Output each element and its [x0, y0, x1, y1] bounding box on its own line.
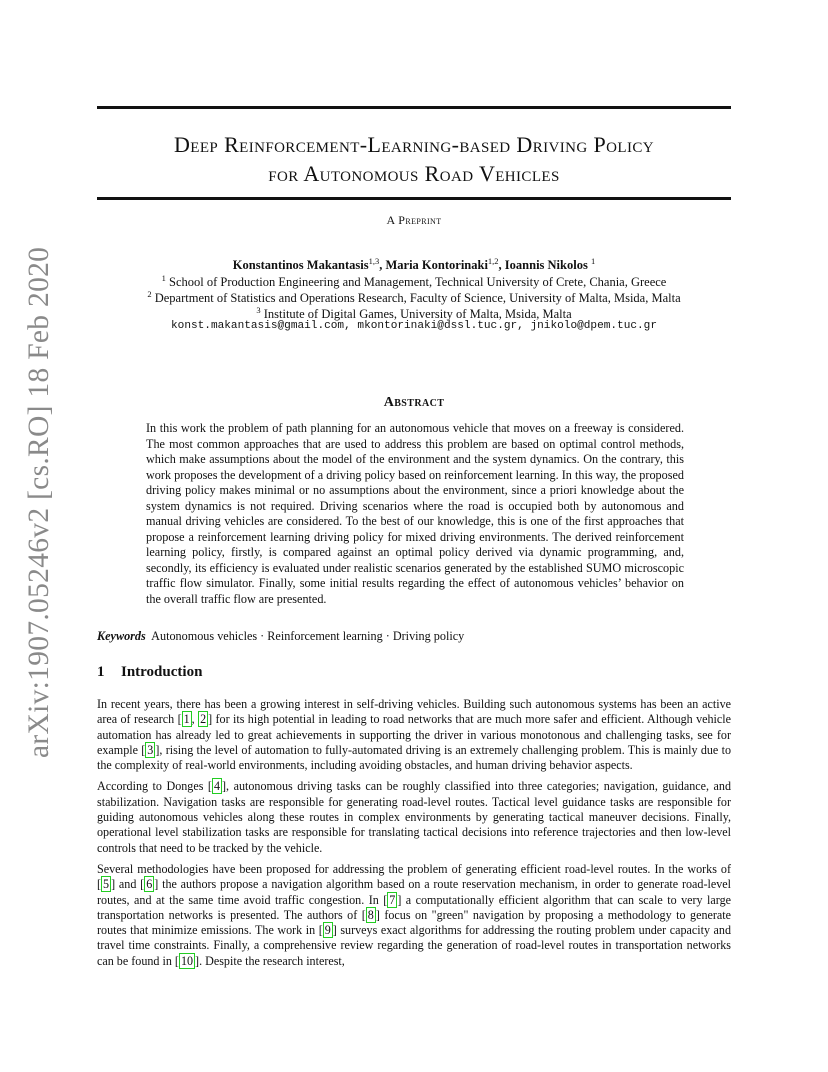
paragraph-text: ] the authors propose a navigation algorithm based on a route reservation mechanism, in order to generate road-level routes, and at the same time avoid traffic congestion. In [ — [97, 877, 731, 907]
keywords-text: Autonomous vehicles · Reinforcement learning · Driving policy — [151, 629, 465, 643]
paragraph-text: ] focus on "green" navigation by proposing a methodology to generate routes that minimize emissions. The work in [ — [97, 907, 731, 938]
title-top-rule — [97, 106, 731, 109]
author-affiliation-sup: 1,3 — [368, 256, 380, 266]
section-heading — [97, 664, 202, 681]
section-title: Introduction — [121, 664, 203, 680]
author-list: Konstantinos Makantasis$^{1,3}$, Maria Kontorinaki$^{1,2}$, Ioannis Nikolos $^1$ — [232, 256, 596, 273]
paragraph-text: ], autonomous driving tasks can be roughly classified into three categories; navigation, guidance, and stabilization. Navigation tasks are responsible for generating road-level routes. Tactical level guidance tasks are responsible for guiding autonomous vehicles along these routes in complex environments by generating tactical maneuver decisions. Finally, operational level stabilization tasks are responsible for translating tactical decisions into reference trajectories and then low-level controls that need to be tracked by the vehicle. — [97, 779, 731, 855]
paragraph-text: ], rising the level of automation to fully-automated driving is an extremely challenging problem. This is mainly due to the complexity of real-world environments, including avoiding obstacles, and human driving behavior aspects. — [97, 742, 732, 773]
affiliation-number: 3 — [256, 305, 261, 315]
author-name: Maria Kontorinaki — [385, 258, 488, 273]
citation-link[interactable]: 10 — [180, 953, 194, 968]
affiliation-text: Institute of Digital Games, University of Malta, Msida, Malta — [263, 307, 572, 322]
title-line-2: for Autonomous Road Vehicles — [268, 161, 560, 186]
title-line-1: Deep Reinforcement-Learning-based Driving Policy — [174, 132, 654, 157]
author-affiliation-sup: 1,2 — [487, 256, 499, 266]
paragraph-text: Several methodologies have been proposed for addressing the problem of generating efficient road-level routes. In the works of [ — [97, 861, 731, 892]
affiliation-number: 1 — [161, 273, 166, 283]
paragraph — [97, 862, 731, 969]
paragraph-text: ] for its high potential in leading to road networks that are much more safer and efficient. Although vehicle automation has already led to great achievements in supporting the driver in various monotonous and challenging tasks, see for example [ — [97, 712, 731, 757]
section-number: 1 — [97, 664, 105, 680]
author-affiliation-sup: 1 — [590, 256, 596, 266]
paragraph-text: , — [191, 712, 199, 727]
citation-link[interactable]: 2 — [200, 712, 207, 727]
arxiv-identifier-text: arXiv:1907.05246v2 [cs.RO] 18 Feb 2020 — [23, 246, 55, 758]
citation-link[interactable]: 4 — [213, 779, 221, 794]
citation-link[interactable]: 9 — [324, 923, 331, 938]
citation-link[interactable]: 6 — [146, 877, 153, 892]
citation-link[interactable]: 8 — [367, 907, 374, 922]
citation-link[interactable]: 1 — [183, 712, 190, 727]
preprint-label: A Preprint — [386, 213, 442, 227]
paragraph-text: According to Donges [ — [97, 779, 212, 794]
abstract-text: In this work the problem of path planning for an autonomous vehicle that moves on a freeway is considered. The most common approaches that are used to address this problem are based on optimal control methods, which make assumptions about the model of the environment and the system dynamics. On the contrary, this work proposes the development of a driving policy based on reinforcement learning. In this way, the proposed driving policy makes minimal or no assumptions about the environment, since a priori knowledge about the system dynamics is not required. Driving scenarios where the road is occupied both by autonomous and manual driving vehicles are considered. To the best of our knowledge, this is one of the first approaches that propose a reinforcement learning driving policy for mixed driving environments. The derived reinforcement learning policy, firstly, is compared against an optimal policy derived via dynamic programming, and, secondly, its efficiency is evaluated under realistic scenarios generated by the established SUMO microscopic traffic flow simulator. Finally, some initial results regarding the effect of autonomous vehicles’ behavior on the overall traffic flow are presented. — [146, 421, 684, 606]
affiliation-number: 2 — [147, 289, 152, 299]
author-name: Ioannis Nikolos — [504, 258, 588, 273]
author-name: Konstantinos Makantasis — [232, 258, 369, 273]
affiliation-1 — [80, 273, 748, 290]
title-bottom-rule — [97, 197, 731, 200]
citation-link[interactable]: 5 — [103, 877, 110, 892]
introduction-body — [97, 697, 731, 975]
affiliation-2 — [80, 289, 748, 306]
affiliation-text: Department of Statistics and Operations Research, Faculty of Science, University of Malta, Msida, Malta — [154, 291, 681, 306]
paragraph-text: In recent years, there has been a growing interest in self-driving vehicles. Building such autonomous systems has been an active area of research [ — [97, 697, 731, 727]
paragraph — [97, 779, 731, 855]
affiliation-text: School of Production Engineering and Management, Technical University of Crete, Chania, Greece — [169, 275, 667, 290]
paragraph — [97, 697, 731, 773]
citation-link[interactable]: 7 — [389, 892, 396, 907]
author-emails: konst.makantasis@gmail.com, mkontorinaki@dssl.tuc.gr, jnikolo@dpem.tuc.gr — [171, 320, 657, 332]
paragraph-text: ]. Despite the research interest, — [195, 953, 345, 968]
paragraph-text: ] and [ — [111, 877, 145, 892]
abstract-heading: Abstract — [383, 395, 445, 410]
citation-link[interactable]: 3 — [147, 742, 154, 757]
paragraph-text: ] a computationally efficient algorithm that can scale to very large transportation networks is presented. The authors of [ — [97, 892, 731, 922]
keywords-line — [97, 629, 731, 644]
paragraph-text: ] surveys exact algorithms for addressing the routing problem under capacity and travel time constraints. Finally, a comprehensive review regarding the generation of road-level routes in transportation networks can be found in [ — [97, 923, 732, 968]
keywords-label: Keywords — [97, 629, 146, 643]
paper-title — [97, 130, 731, 188]
